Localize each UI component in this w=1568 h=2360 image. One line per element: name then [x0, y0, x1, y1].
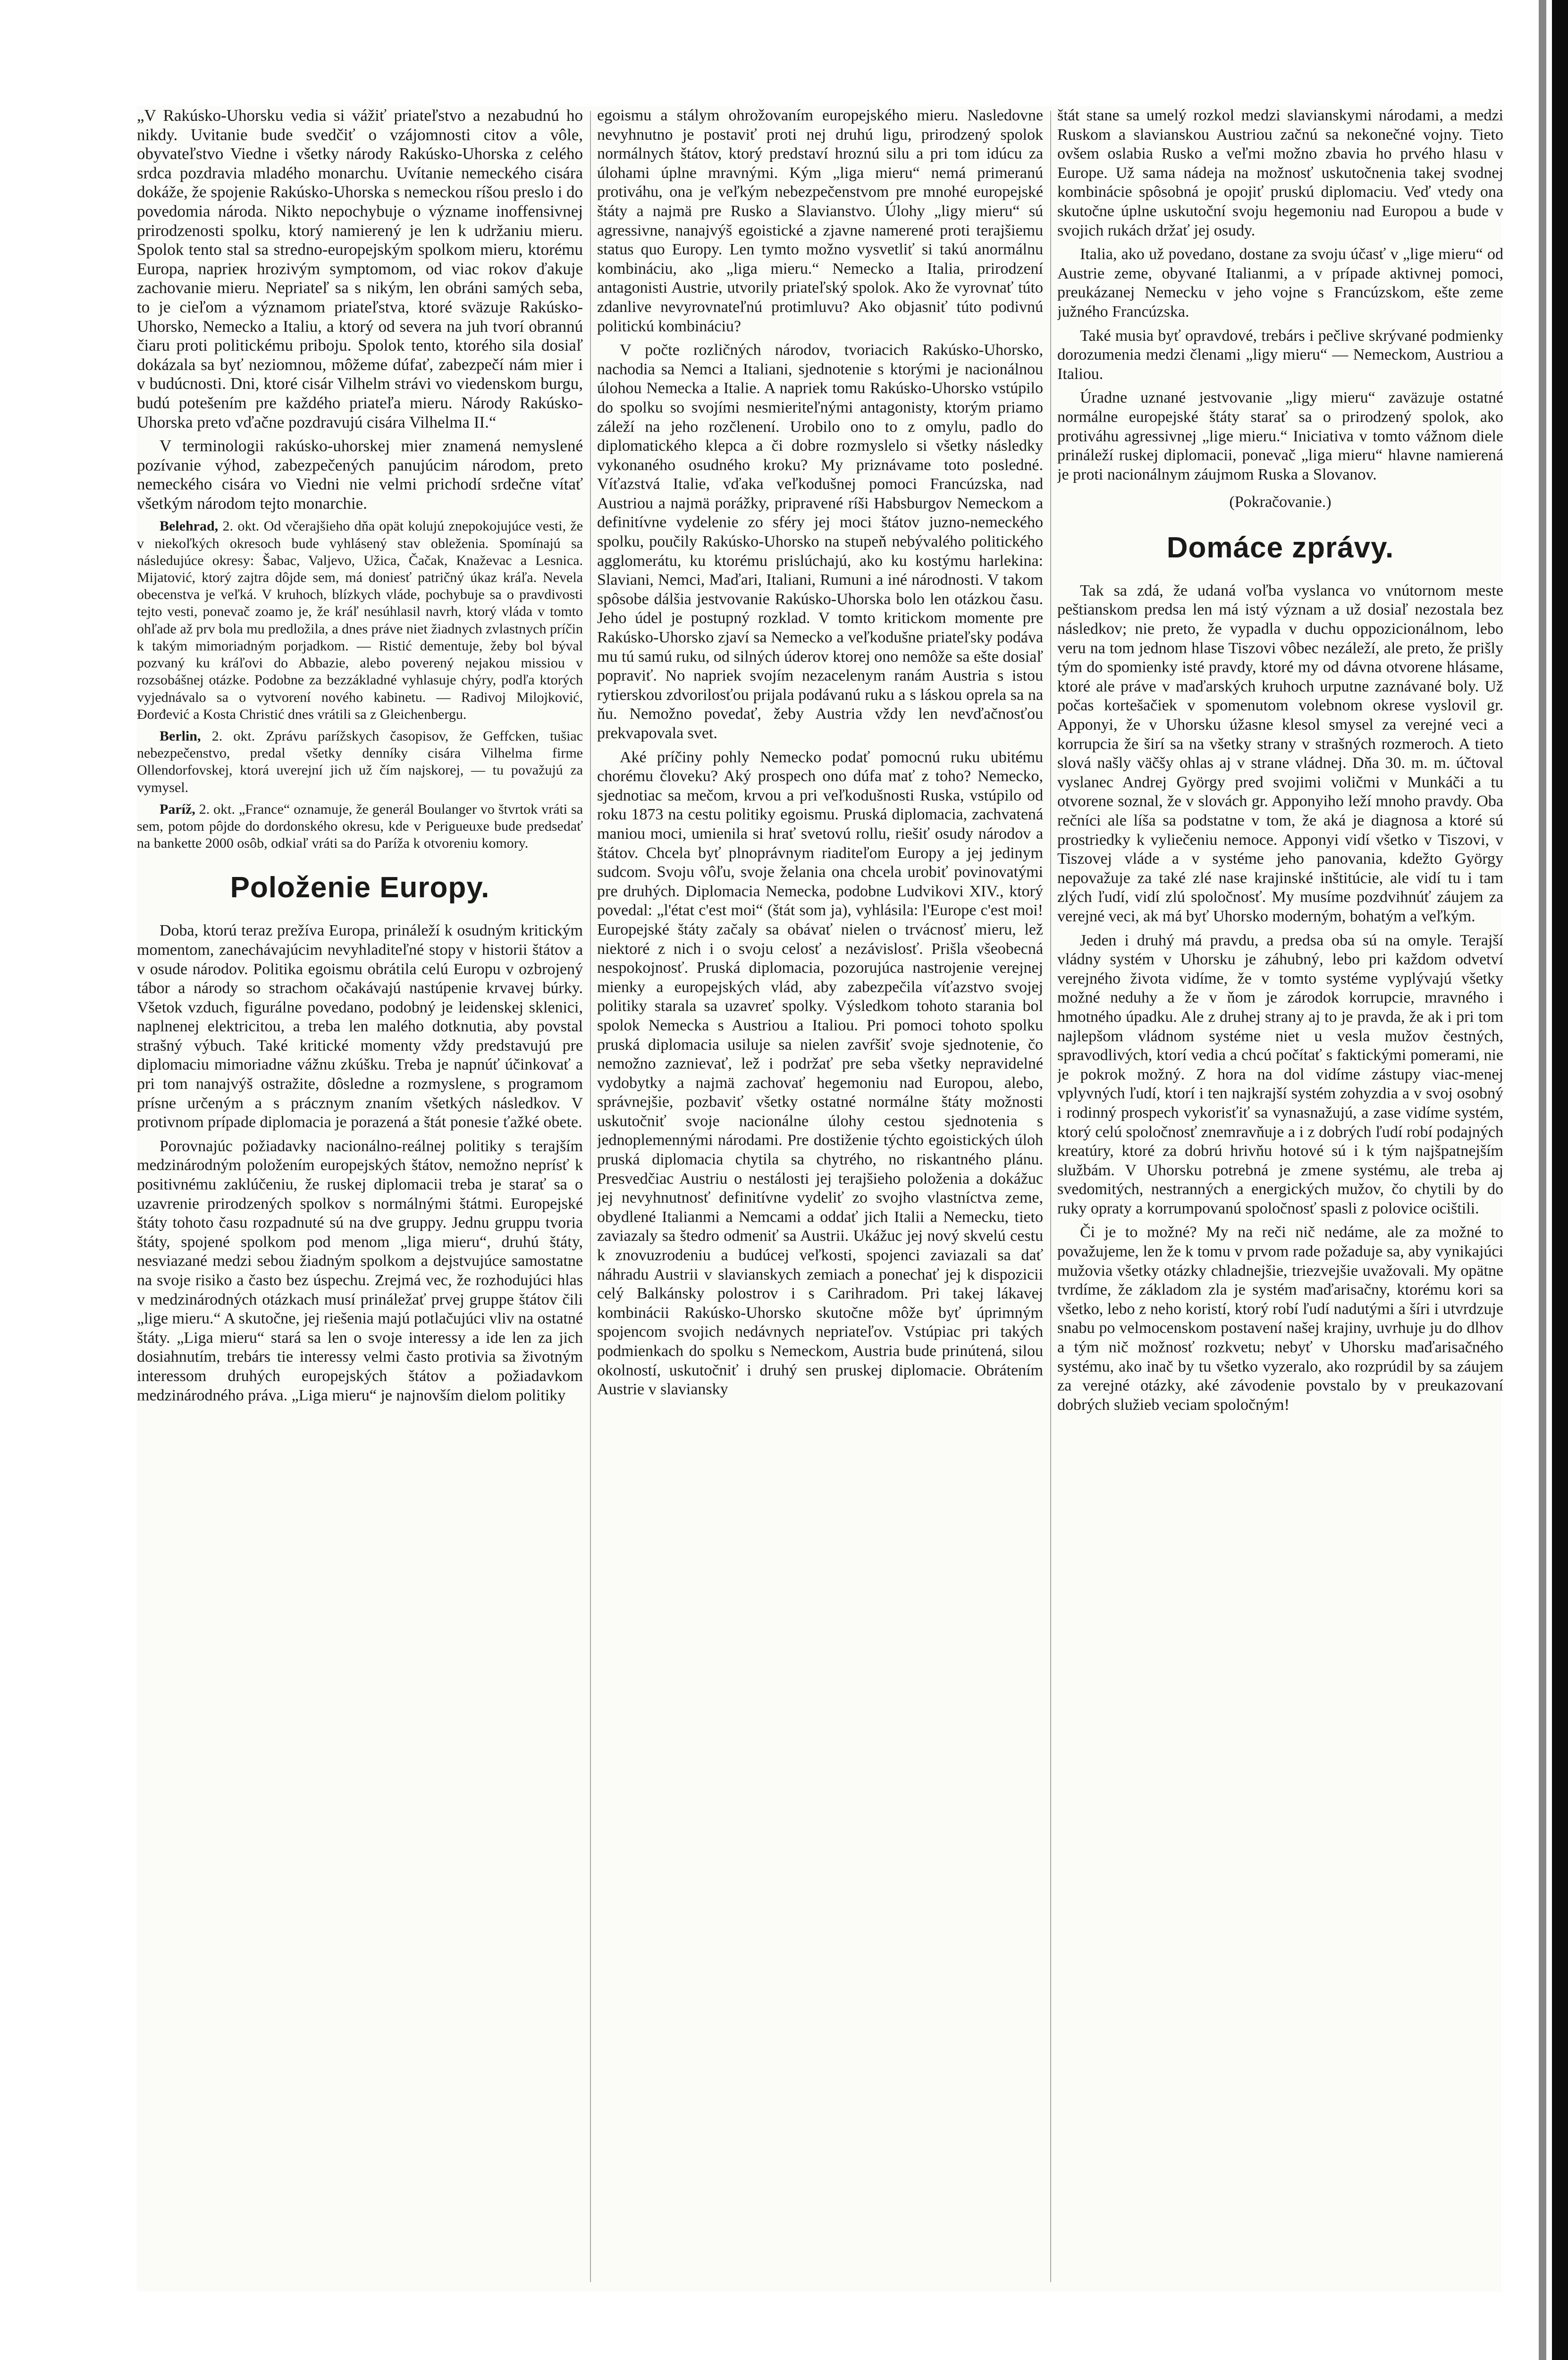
column-rule-2: [1050, 111, 1051, 2282]
dateline-place: Belehrad,: [160, 518, 219, 534]
telegraph-item: [137, 518, 583, 723]
binding-shadow: [1539, 0, 1546, 2360]
telegraph-item: [137, 728, 583, 796]
dateline-date: 2. okt.: [199, 801, 236, 817]
article-paragraph: egoismu a stálym ohrožovaním europejského mieru. Nasledovne nevyhnutno je postaviť proti nej druhú ligu, prirodzený spolok normálnych štátov, ktorý predstaví hroznú silu a pri tom idúcu za úlohami úplne mravnými. Kým „liga mieru“ nemá primeranú protiváhu, ona je veľkým nebezpečenstvom pre mnohé europejské štáty a najmä pre Rusko a Slavianstvo. Úlohy „ligy mieru“ sú agressivne, nanajvýš egoistické a zjavne namerené proti terajšiemu status quo Europy. Len tymto možno vysvetliť si takú anormálnu kombináciu, ako „liga mieru.“ Nemecko a Italia, prirodzení antagonisti Austrie, utvorily priateľský spolok. Ako že vyrovnať túto zdanlive nevyrovnateľnú protimluvu? Ako objasniť túto podivnú politickú kombináciu?: [597, 107, 1043, 335]
article-paragraph: Úradne uznané jestvovanie „ligy mieru“ zaväzuje ostatné normálne europejské štáty starať sa o prirodzený spolok, ako protiváhu agressivnej „lige mieru.“ Iniciativa v tomto vážnom diele prináleží ruskej diplomacii, ponevač „liga mieru“ hlavne namierená je proti nacionálnym záujmom Ruska a Slovanov.: [1057, 389, 1503, 483]
commentary-paragraph: V terminologii rakúsko-uhorskej mier znamená nemyslené pozívanie výhod, zabezpečených panujúcim národom, preto nemeckého cisára vo Viedni nie velmi prichodí srdečne vítať všetkým národom tejto monarchie.: [137, 437, 583, 513]
article-paragraph: Jeden i druhý má pravdu, a predsa oba sú na omyle. Terajší vládny systém v Uhorsku je záhubný, lebo pri každom odvetví verejného života vidíme, že v tomto systéme vyplývajú všetky možné neduhy a že v ňom je zárodok korrupcie, mravného i hmotného úpadku. Ale z druhej strany aj to je pravda, že ak i pri tom najlepšom vládnom systéme niet u vesla mužov čestných, spravodlivých, ktorí vedia a chcú počítať s faktickými pomerami, nie je pokrok možný. Z hora na dol vidíme zástupy viac-menej vplyvných ľudí, ktorí i ten najkrajší systém zohyzdia a v svoj osobný i rodinný prospech vykorisťiť sa vynasnažujú, a zase vidíme systém, ktorý celú spoločnosť znemravňuje a i z dobrých ľudí robí podajných kreatúry, ktoré za dobrú hrivňu hotové sú i k tým najšpatnejším službám. V Uhorsku potrebná je zmene systému, ale treba aj svedomitých, nestranných a energických mužov, čo chytili by do ruky opraty a korrumpovanú spoločnosť spasli z polovice ocištili.: [1057, 931, 1503, 1217]
article-paragraph: Také musia byť opravdové, trebárs i pečlive skrývané podmienky dorozumenia medzi členami „ligy mieru“ — Nemeckom, Austriou a Italiou.: [1057, 327, 1503, 383]
telegraph-text: „France“ oznamuje, že generál Boulanger vo štvrtok vráti sa sem, potom pôjde do dordonského okresu, kde v Perigueuxe bude predsedať na bankette 2000 osôb, odkiaľ vráti sa do Paríža k otvoreniu komory.: [137, 801, 583, 851]
dateline-place: Paríž,: [160, 801, 195, 817]
article-paragraph: Doba, ktorú teraz prežíva Europa, prináleží k osudným kritickým momentom, zanechávajúcim nevyhladiteľné stopy v historii štátov a v osude národov. Politika egoismu obrátila celú Europu v ozbrojený tábor a národy so strachom očakávajú nastúpenie krvavej búrky. Všetok vzduch, figurálne povedano, podobný je leidenskej sklenici, naplnenej elektricitou, a treba len malého dotknutia, aby povstal strašný výbuch. Také kritické momenty vždy predstavujú pre diplomaciu mimoriadne vážnu zkúšku. Treba je napnúť účinkovať a pri tom nanajvýš ostražite, dôsledne a rozmyslene, s programom prísne určeným a s prácznym znaním všetkých následkov. V protivnom prípade diplomacia je porazená a štát ponesie ťažké obete.: [137, 922, 583, 1131]
page-edge-border: [1552, 0, 1568, 2360]
left-column: [137, 106, 583, 1410]
telegraph-text: Od včerajšieho dňa opät kolujú znepokojujúce vesti, že v niekoľkých okresoch bude vyhlásený stav obleženia. Spomínajú sa následujúce okresy: Šabac, Valjevo, Užica, Čačak, Knaževac a Lesnica. Mijatović, ktorý zajtra dôjde sem, má doniesť patričný úkaz kráľa. Nevela obecenstva je veľká. V kruhoch, blízkych vláde, pochybuje sa o pravdivosti tejto vesti, ponevač zoamo je, že kráľ nesúhlasil navrh, ktorý vláda v tomto ohľade až prv bola mu predložila, a dnes práve niet žiadnych zvlastnych príčin k takým mimoriadným porjadkom. — Ristić dementuje, žeby bol býval pozvaný ku kráľovi do Abbazie, alebo poverený nejakou missiou v rozsobášnej otázke. Podobne za bezzákladné vyhlasuje chýry, podľa ktorých vyjednávalo sa o vytvorení nového kabinetu. — Radivoj Milojković, Đorđević a Kosta Christić dnes vrátili sa z Gleichenbergu.: [137, 518, 583, 722]
section-heading: Domáce zprávy.: [1166, 531, 1394, 564]
dateline-place: Berlin,: [160, 728, 201, 744]
article-paragraph: Porovnajúc požiadavky nacionálno-reálnej politiky s terajším medzinárodným položením europejských štátov, nemožno neprísť k positivnému zaklúčeniu, že ruskej diplomacii treba je starať sa o uzavrenie prirodzených spolkov s normálnými štátmi. Europejské štáty tohoto času rozpadnuté sú na dve gruppy. Jednu gruppu tvoria štáty, spojené spolkom pod menom „liga mieru“, druhú štáty, nesviazané medzi sebou žiadným spolkom a dejstvujúce samostatne na svoje risiko a často bez úspechu. Zrejmá vec, že rozhodujúci hlas v medzinárodných otázkach musí prináležať prvej gruppe štátov čili „lige mieru.“ A skutočne, jej riešenia majú potlačujúci vliv na ostatné štáty. „Liga mieru“ stará sa len o svoje interessy a ide len za jich dosiahnutím, trebárs tie interessy velmi často protivia sa životným interessom druhých europejských štátov a požiadavkom medzinárodného práva. „Liga mieru“ je najnovším dielom politiky: [137, 1137, 583, 1404]
article-paragraph: Italia, ako už povedano, dostane za svoju účasť v „lige mieru“ od Austrie zeme, obyvané Italianmi, a v prípade aktivnej pomoci, preukázanej Nemecku v jeho vojne s Francúzskom, ešte zeme južného Francúzska.: [1057, 245, 1503, 320]
column-rule-1: [590, 111, 591, 2282]
article-paragraph: Tak sa zdá, že udaná voľba vyslanca vo vnútornom meste peštianskom predsa len má istý význam a už dosiaľ nezostala bez následkov; nie preto, že vypadla v duchu oppozicionálnom, lebo veru na tom jednom hlase Tiszovi vôbec nezáleží, ale preto, že prišly tým do spomienky isté pravdy, ktoré my od dávna otvorene hlásame, ktoré ale práve v maďarských kruhoch urputne zaznávané boly. Už počas kortešačiek v spomenutom volebnom okrese vyslovil gr. Apponyi, že v Uhorsku úžasne klesol smysel za verejné veci a korrupcia že širí sa na všetky strany v strašných rozmeroch. A tieto slová našly väčšy ohlas aj v strane vládnej. Dňa 30. m. m. účtoval vyslanec Andrej György pred svojimi voličmi v Munkáči a tu otvorene soznal, že v slovách gr. Apponyiho leží mnoho pravdy. Oba rečníci ale líša sa podstatne v tom, že aká je diagnosa a ktoré sú prostriedky k vyliečeniu nemoce. Apponyi vidí všetko v Tiszovi, v Tiszovej vláde a v systéme jeho panovania, kdežto György nepovažuje za také zlé nase krajinské inštitúcie, ale vidí tu i tam zlých ľudí, vidí zlú spoločnosť. My musíme pozdvihnúť záujem za verejné veci, ak má byť Uhorsko moderným, bohatým a veľkým.: [1057, 582, 1503, 925]
article-paragraph: Či je to možné? My na reči nič nedáme, ale za možné to považujeme, len že k tomu v prvom rade požaduje sa, aby vynikajúci mužovia všetky otázky chladnejšie, triezvejšie uvažovali. My opätne tvrdíme, že základom zla je systém maďarisačny, ktorému kori sa všetko, lebo z neho koristí, ktorý robí ľudí nadutými a šíri i utvrdzuje snabu po velmocenskom postavení našej krajiny, uvrhuje ju do dlhov a tým nič možnosť rozkvetu; nebyť v Uhorsku maďarisačného systému, ako inač by tu všetko vyzeralo, ako rozprúdil by sa záujem za verejné otázky, aké závodenie povstalo by v preukazovaní dobrých služieb veciam spoločným!: [1057, 1223, 1503, 1414]
middle-column: [597, 106, 1043, 1404]
continuation-note: (Pokračovanie.): [1229, 493, 1332, 511]
article-paragraph: štát stane sa umelý rozkol medzi slavianskymi národami, a medzi Ruskom a slavianskou Austriou začnú sa nekonečné vojny. Tieto ovšem oslabia Rusko a veľmi možno zbavia ho prvého hlasu v Europe. Už sama nádeja na možnosť uskutočnenia takej svodnej kombinácie spôsobná je opojiť pruskú diplomaciu. Veď vtedy ona skutočne úplne uskutoční svoju hegemoniu nad Europou a bude v svojich rukách držať jej osudy.: [1057, 107, 1503, 239]
telegraph-text: Zprávu parížskych časopisov, že Geffcken, tušiac nebezpečenstvo, predal všetky denníky cisára Vilhelma firme Ollendorfovskej, ktorá uverejní jich už čím najskorej, — tu považujú za vymysel.: [137, 728, 583, 795]
article-paragraph: V počte rozličných národov, tvoriacich Rakúsko-Uhorsko, nachodia sa Nemci a Italiani, sjednotenie s ktorými je nacionálnou úlohou Nemecka a Italie. A napriek tomu Rakúsko-Uhorsko vstúpilo do spolku so svojími nesmieriteľnými antagonisty, ktorým priamo záleží na jeho rozčlenení. Urobilo ono to z omylu, padlo do diplomatického klepca a či dobre rozmyslelo si všetky následky vykonaného osudného kroku? My priznávame toto posledné. Víťazstvá Italie, vďaka veľkodušnej pomoci Francúzska, nad Austriou a najmä porážky, pripravené ríši Habsburgov Nemeckom a definitívne vydelenie zo sféry jej moci štátov juzno-nemeckého spolku, poučily Rakúsko-Uhorsko na stupeň nebývalého politického agglomerátu, ku ktorému prislúchajú, ako ku kostýmu harlekina: Slaviani, Nemci, Maďari, Italiani, Rumuni a iné národnosti. V takom spôsobe dálšia jestvovanie Rakúsko-Uhorska bolo len otázkou času. Jeho údel je postupný rozklad. V tomto kritickom momente pre Rakúsko-Uhorsko zjaví sa Nemecko a veľkodušne priateľsky podáva mu tú samú ruku, od silných úderov ktorej ono nemôže sa ešte dosiaľ popraviť. No napriek svojím nezacelenym ranám Austria s istou rytierskou zdvorilosťou prijala podávanú ruku a s láskou oprela sa na ňu. Nemožno povedať, žeby Austria vždy len nevďačnosťou prekvapovala svet.: [597, 341, 1043, 742]
quoted-paragraph: „V Rakúsko-Uhorsku vedia si vážiť priateľstvo a nezabudnú ho nikdy. Uvitanie bude svedčiť o vzájomnosti citov a vôle, obyvateľstvo Viedne i všetky národy Rakúsko-Uhorska z celého srdca pozdravia mladého monarchu. Uvítanie nemeckého cisára dokáže, že spojenie Rakúsko-Uhorska s nemeckou ríšou preslo i do povedomia národa. Nikto nepochybuje o význame inoffensivnej prirodzenosti spolku, ktorý namierený je len k udržaniu mieru. Spolok tento stal sa stredno-europejským spolkom mieru, ktorému Europa, naprieк hrozivým symptomom, od viac rokov ďakuje zachovanie mieru. Nepriateľ sa s nikým, len obráni samých seba, to je cieľom a významom priateľstva, ktoré sväzuje Rakúsko-Uhorsko, Nemecko a Italiu, a ktorý od severa na juh tvorí obrannú čiaru proti politickému priboju. Spolok tento, ktorého sila dosiaľ dokázala sa byť neziomnou, môžeme dúfať, zabezpečí nám mier i v budúcnosti. Dni, ktoré cisár Vilhelm strávi vo viedenskom burgu, budú potešením pre každého priateľa mieru. Národy Rakúsko-Uhorska preto vďačne pozdravujú cisára Vilhelma II.“: [137, 106, 583, 431]
article-paragraph: Aké príčiny pohly Nemecko podať pomocnú ruku ubitému chorému človeku? Aký prospech ono dúfa mať z toho? Nemecko, sjednotiac sa mečom, krvou a pri veľkodušnosti Ruska, vstúpilo od roku 1873 na cestu politiky egoismu. Pruská diplomacia, zachvatená maniou moci, umienila si hrať svetovú rollu, riešiť osudy národov a štátov. Chcela byť plnoprávnym riaditeľom Europy a jej jedinym sudcom. Svoju vôľu, svoje želania ona chcela urobiť povinovatými pre druhých. Diplomacia Nemecka, podobne Ludvikovi XIV., ktorý povedal: „l'état c'est moi“ (štát som ja), vyhlásila: l'Europe c'est moi! Europejské štáty začaly sa obávať nielen o trvácnosť mieru, lež niektoré z nich i o svoju celosť a nezávislosť. Prišla všeobecná nespokojnosť. Pruská diplomacia, pozorujúca nastrojenie verejnej mienky a europejských vlád, aby zabezpečila víťazstvo svojej politiky starala sa uzavreť spolky. Výsledkom tohoto starania bol spolok Nemecka s Austriou a Italiou. Pri pomoci tohoto spolku pruská diplomacia usiluje sa nielen zavŕšiť svoje sjednotenie, čo nemožno zaznievať, lež i podržať pre seba všetky nepravidelné vydobytky a najmä zachovať hegemoniu nad Europou, alebo, správnejšie, pozbaviť všetky ostatné normálne štáty možnosti uskutočniť svoje nacionálne úlohy cestou sjednotenia s jednoplemennými národami. Pre dostiženie týchto egoistických úloh pruská diplomacia chytila sa chytrého, no riskantného plánu. Presvedčiac Austriu o nestálosti jej terajšieho položenia a dokážuc jej nevyhnutnosť definitívne vydeliť zo svojho vlastníctva zeme, obydlené Italianmi a Nemcami a oddať jich Italii a Nemecku, tieto zaviazaly sa štedro odmeniť sa Austrii. Ukážuc jej nový skvelú cestu k znovuzrodeniu a budúcej veľkosti, spojenci zaviazali sa dať náhradu Austrii v slavianskych zemiach a ponechať jej k dispozicii celý Balkánsky polostrov i s Carihradom. Pri takej lákavej kombinácii Rakúsko-Uhorsko skutočne môže byť úprimným spojencom svojich nedávnych nepriateľov. Vstúpiac pri takých podmienkach do spolku s Nemeckom, Austria bude prinútená, silou okolností, uskutočniť i druhý sen pruskej diplomacie. Obrátením Austrie v slaviansky: [597, 748, 1043, 1399]
section-heading: Položenie Europy.: [230, 871, 490, 904]
right-column: [1057, 106, 1503, 1419]
newspaper-page: [137, 106, 1501, 2292]
telegraph-item: [137, 801, 583, 852]
dateline-date: 2. okt.: [211, 728, 255, 744]
dateline-date: 2. okt.: [222, 518, 260, 534]
